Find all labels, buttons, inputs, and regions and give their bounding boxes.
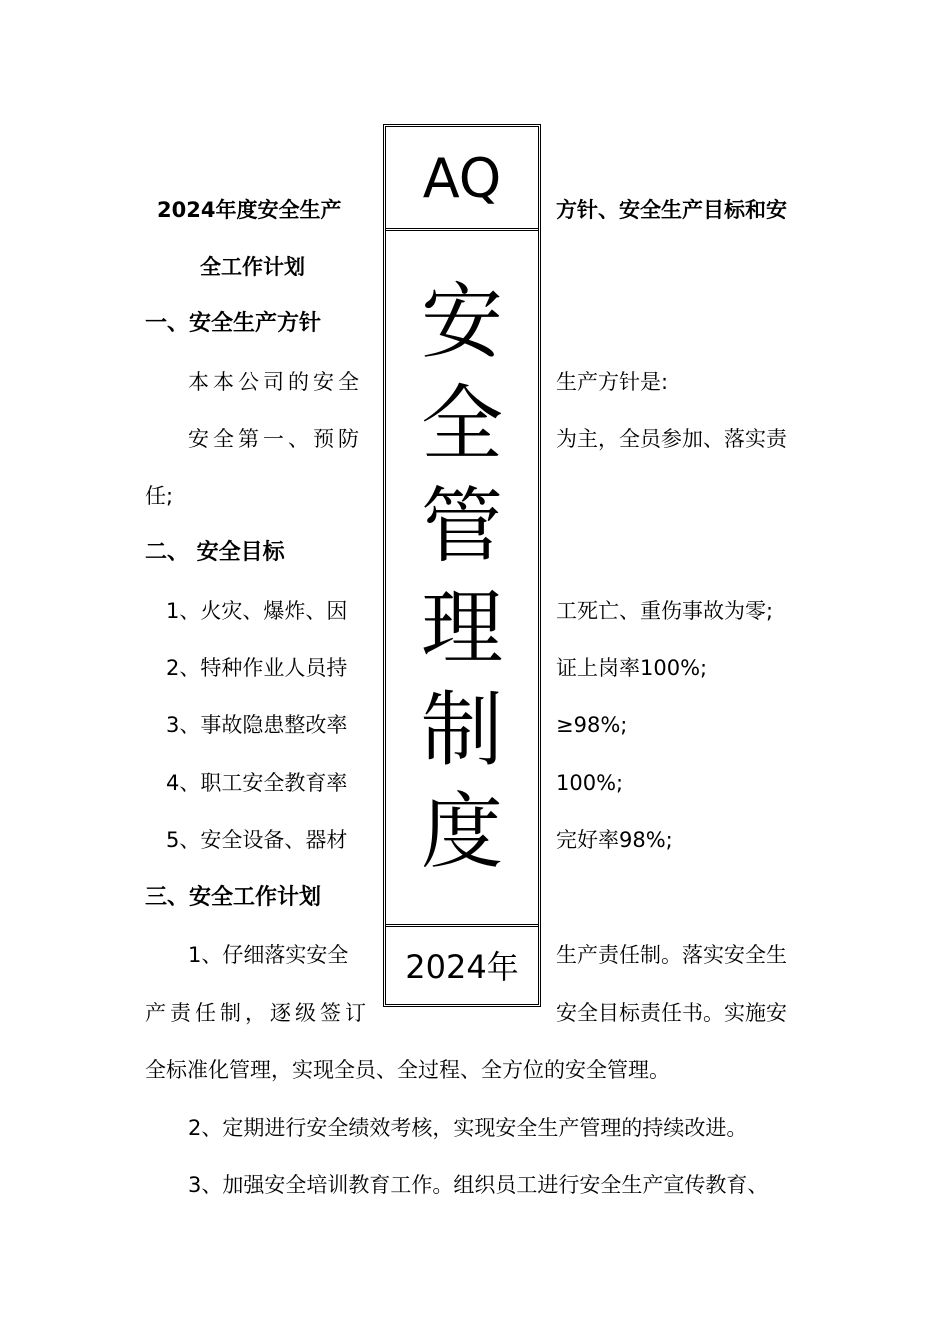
box-title-char: 安	[420, 274, 503, 370]
box-code: AQ	[422, 147, 502, 210]
paragraph-line: 1、仔细落实安全	[188, 943, 349, 967]
section-heading-3: 三、安全工作计划	[145, 885, 322, 910]
title-left: 2024年度安全生产	[157, 198, 342, 222]
box-code-cell	[386, 127, 538, 231]
box-title-char: 全	[420, 376, 503, 472]
vertical-title-box	[383, 124, 541, 1007]
paragraph-line: 产责任制，逐级签订	[145, 1001, 370, 1025]
paragraph-line: 全标准化管理，实现全员、全过程、全方位的安全管理。	[145, 1058, 670, 1082]
title-right: 方针、安全生产目标和安	[556, 198, 787, 222]
box-title-char: 制	[420, 682, 503, 778]
list-item: 4、职工安全教育率	[166, 771, 348, 795]
box-title-cell	[386, 231, 538, 924]
paragraph-line: 生产方针是:	[556, 370, 669, 394]
list-item: 5、安全设备、器材	[166, 828, 348, 852]
paragraph-line: 安全第一、预防	[188, 427, 363, 451]
list-item: 完好率98%;	[556, 828, 673, 852]
box-title-char: 管	[420, 478, 503, 574]
box-year: 2024年	[405, 948, 519, 986]
box-year-cell	[386, 924, 538, 1004]
box-vertical-title	[386, 231, 538, 924]
paragraph-line: 为主，全员参加、落实责	[556, 427, 787, 451]
list-item: 100%;	[556, 771, 624, 795]
box-title-char: 度	[420, 784, 503, 880]
paragraph-line: 3、加强安全培训教育工作。组织员工进行安全生产宣传教育、	[188, 1173, 769, 1197]
list-item: 3、事故隐患整改率	[166, 713, 348, 737]
section-heading-2: 二、 安全目标	[145, 540, 285, 565]
list-item: ≥98%;	[556, 713, 628, 737]
list-item: 证上岗率100%;	[556, 656, 708, 680]
box-title-char: 理	[420, 580, 503, 676]
paragraph-line: 安全目标责任书。实施安	[556, 1001, 787, 1025]
title-continuation: 全工作计划	[200, 255, 305, 279]
list-item: 1、火灾、爆炸、因	[166, 599, 348, 623]
paragraph-line: 生产责任制。落实安全生	[556, 943, 787, 967]
list-item: 工死亡、重伤事故为零;	[556, 599, 774, 623]
section-heading-1: 一、安全生产方针	[145, 311, 322, 336]
paragraph-line: 本本公司的安全	[188, 370, 363, 394]
paragraph-line: 任;	[145, 484, 174, 508]
list-item: 2、特种作业人员持	[166, 656, 348, 680]
paragraph-line: 2、定期进行安全绩效考核，实现安全生产管理的持续改进。	[188, 1116, 748, 1140]
